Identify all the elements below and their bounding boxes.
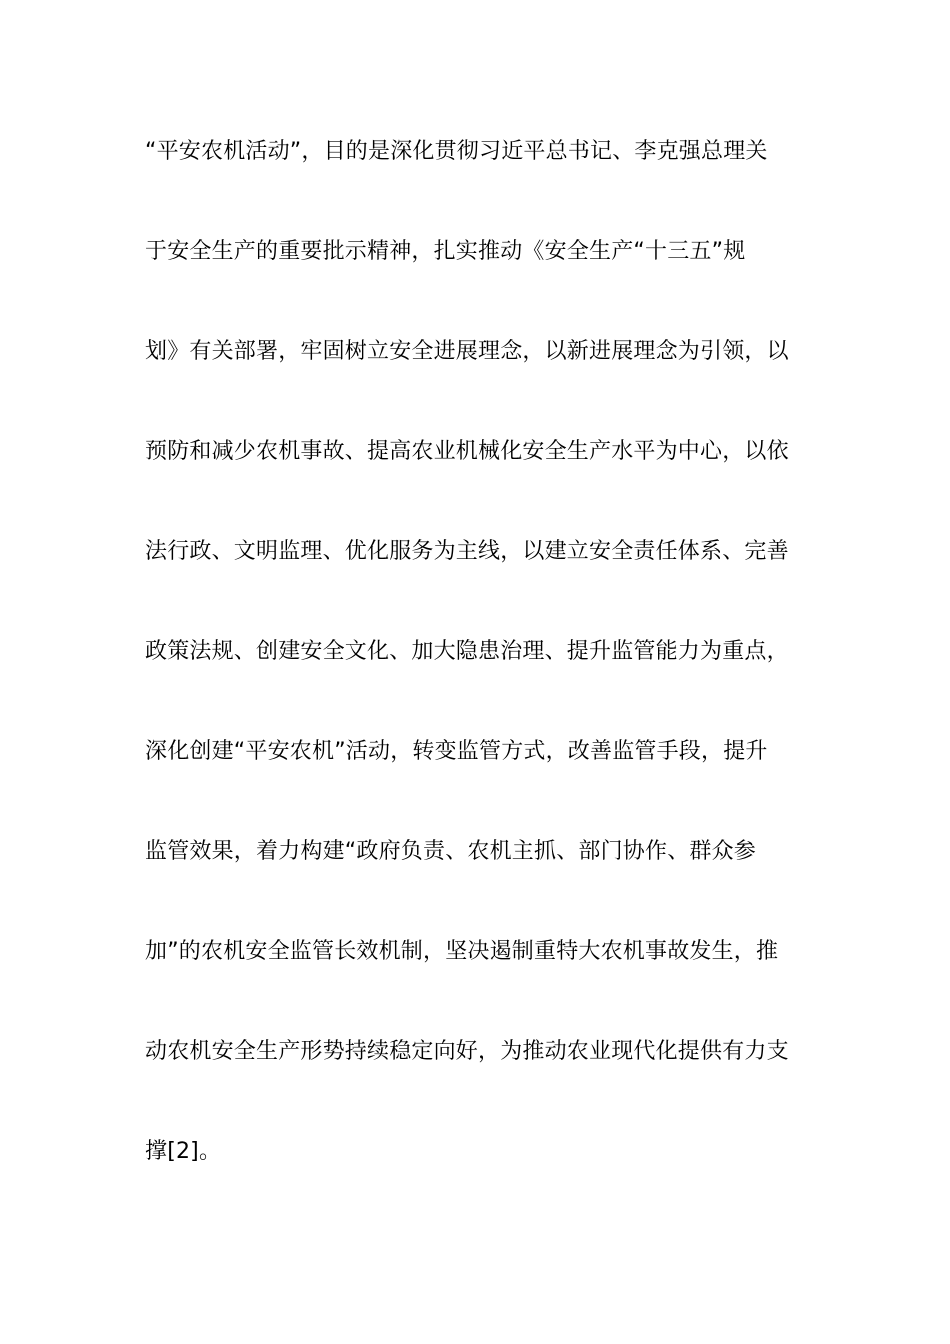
- text-line-6: 政策法规、创建安全文化、加大隐患治理、提升监管能力为重点，: [145, 639, 789, 664]
- text-line-9: 加”的农机安全监管长效机制，坚决遏制重特大农机事故发生，推: [145, 939, 779, 964]
- text-line-7: 深化创建“平安农机”活动，转变监管方式，改善监管手段，提升: [145, 739, 768, 764]
- text-line-2: 于安全生产的重要批示精神，扎实推动《安全生产“十三五”规: [145, 239, 746, 264]
- text-line-5: 法行政、文明监理、优化服务为主线，以建立安全责任体系、完善: [145, 539, 789, 564]
- text-line-3: 划》有关部署，牢固树立安全进展理念，以新进展理念为引领，以: [145, 339, 789, 364]
- text-line-8: 监管效果，着力构建“政府负责、农机主抓、部门协作、群众参: [145, 839, 756, 864]
- text-line-10: 动农机安全生产形势持续稳定向好，为推动农业现代化提供有力支: [145, 1039, 789, 1064]
- text-line-11: 撑[2]。: [145, 1139, 222, 1164]
- body-paragraph: [145, 127, 810, 1227]
- text-line-4: 预防和减少农机事故、提高农业机械化安全生产水平为中心，以依: [145, 439, 789, 464]
- text-line-1: “平安农机活动”，目的是深化贯彻习近平总书记、李克强总理关: [145, 139, 768, 164]
